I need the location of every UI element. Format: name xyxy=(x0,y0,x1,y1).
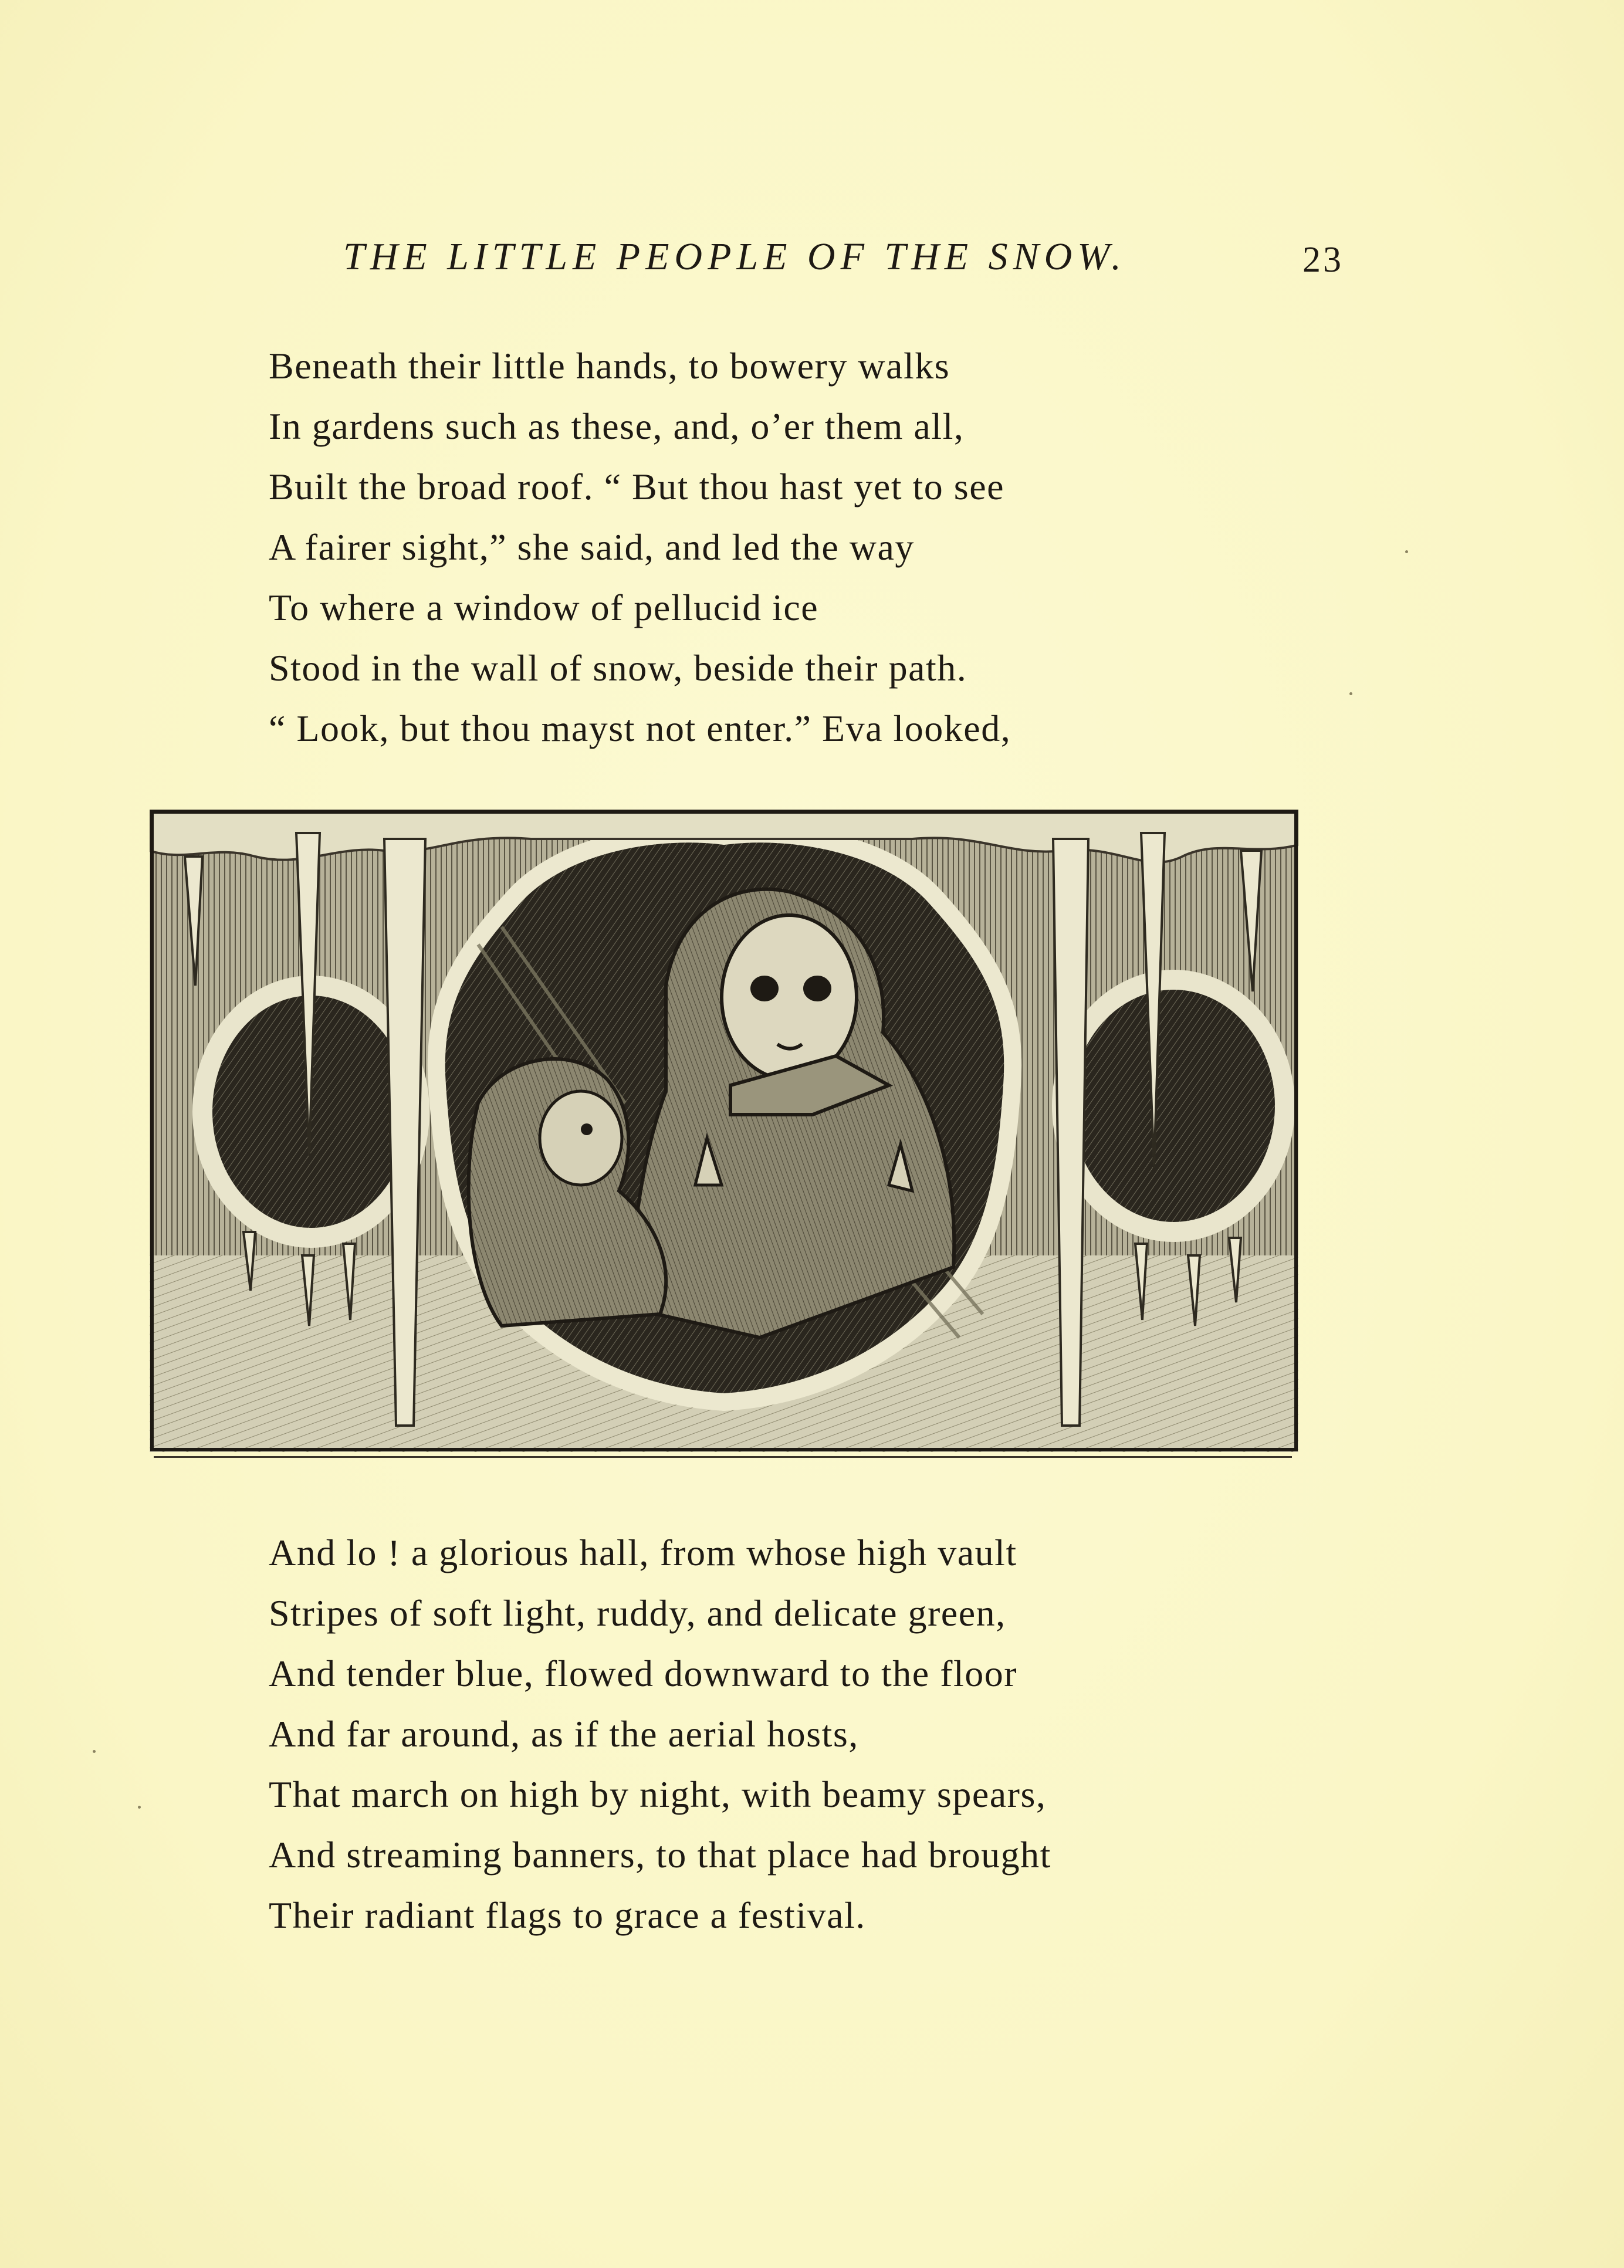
verse-line: “ Look, but thou mayst not enter.” Eva looked, xyxy=(269,708,1011,749)
verse-line: Beneath their little hands, to bowery walks xyxy=(269,345,950,387)
verse-line: And far around, as if the aerial hosts, xyxy=(269,1713,859,1755)
paper-speck xyxy=(93,1750,96,1753)
verse-line: Their radiant flags to grace a festival. xyxy=(269,1894,866,1936)
verse-line: And lo ! a glorious hall, from whose high vault xyxy=(269,1532,1017,1573)
verse-line: Stripes of soft light, ruddy, and delicate green, xyxy=(269,1592,1006,1634)
verse-line: And streaming banners, to that place had brought xyxy=(269,1834,1051,1876)
running-title: THE LITTLE PEOPLE OF THE SNOW. xyxy=(343,235,1126,278)
paper-speck xyxy=(1349,692,1352,695)
paper-speck xyxy=(1405,550,1408,553)
page-number: 23 xyxy=(1302,240,1344,280)
engraving-icon xyxy=(150,810,1298,1452)
stanza-bottom xyxy=(269,1522,1325,1945)
illustration-frame xyxy=(150,810,1298,1452)
verse-line: To where a window of pellucid ice xyxy=(269,587,819,628)
verse-line: Stood in the wall of snow, beside their path. xyxy=(269,647,967,689)
verse-line: A fairer sight,” she said, and led the way xyxy=(269,526,915,568)
illustration-rule xyxy=(154,1456,1292,1458)
verse-line: That march on high by night, with beamy spears, xyxy=(269,1773,1047,1815)
paper-speck xyxy=(138,1806,141,1809)
stanza-top xyxy=(269,336,1325,759)
verse-line: Built the broad roof. “ But thou hast yet to see xyxy=(269,466,1004,507)
verse-line: In gardens such as these, and, o’er them all, xyxy=(269,405,965,447)
verse-line: And tender blue, flowed downward to the floor xyxy=(269,1653,1018,1694)
